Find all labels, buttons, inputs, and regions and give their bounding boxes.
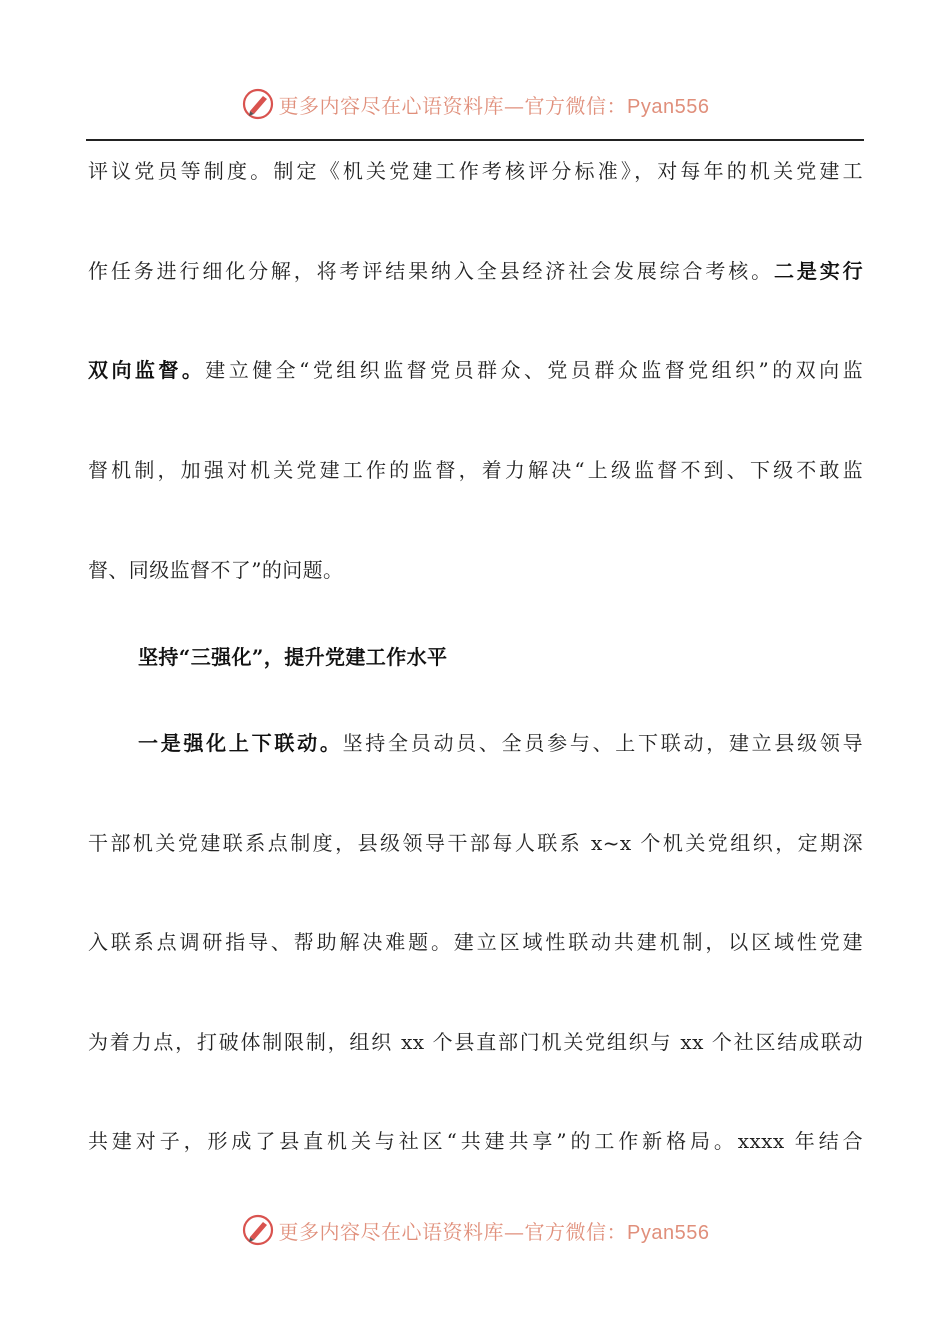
- paragraph-line: 共建对子，形成了县直机关与社区“共建共享”的工作新格局。xxxx 年结合: [88, 1129, 863, 1153]
- bold-phrase: 双向监督。: [88, 358, 206, 382]
- paragraph-line: 入联系点调研指导、帮助解决难题。建立区域性联动共建机制，以区域性党建: [88, 930, 863, 954]
- footer-banner-text: 更多内容尽在心语资料库—官方微信：Pyan556: [278, 1219, 710, 1244]
- bold-phrase: 一是强化上下联动。: [138, 731, 343, 755]
- paragraph-line: 干部机关党建联系点制度，县级领导干部每人联系 x~x 个机关党组织，定期深: [88, 831, 863, 855]
- header-banner-text: 更多内容尽在心语资料库—官方微信：Pyan556: [278, 93, 710, 118]
- paragraph-line: 督、同级监督不了”的问题。: [88, 558, 344, 582]
- paragraph-line: 督机制，加强对机关党建工作的监督，着力解决“上级监督不到、下级不敢监: [88, 458, 863, 482]
- footer-wechat-id: Pyan556: [627, 1221, 710, 1244]
- footer-banner: [0, 1208, 950, 1252]
- paragraph-line: 双向监督。建立健全“党组织监督党员群众、党员群众监督党组织”的双向监: [88, 358, 863, 382]
- paragraph-line: 评议党员等制度。制定《机关党建工作考核评分标准》，对每年的机关党建工: [88, 159, 863, 183]
- paragraph-line: 为着力点，打破体制限制，组织 xx 个县直部门机关党组织与 xx 个社区结成联动: [88, 1030, 863, 1054]
- pen-logo-icon: [241, 1213, 275, 1247]
- paragraph-line: 作任务进行细化分解，将考评结果纳入全县经济社会发展综合考核。二是实行: [88, 259, 863, 283]
- header-banner: [0, 82, 950, 126]
- pen-logo-icon: [241, 87, 275, 121]
- header-wechat-id: Pyan556: [627, 95, 710, 118]
- header-divider: [86, 139, 864, 141]
- paragraph-line: 一是强化上下联动。坚持全员动员、全员参与、上下联动，建立县级领导: [138, 731, 863, 755]
- section-heading: 坚持“三强化”，提升党建工作水平: [138, 645, 448, 669]
- bold-phrase: 二是实行: [774, 259, 863, 283]
